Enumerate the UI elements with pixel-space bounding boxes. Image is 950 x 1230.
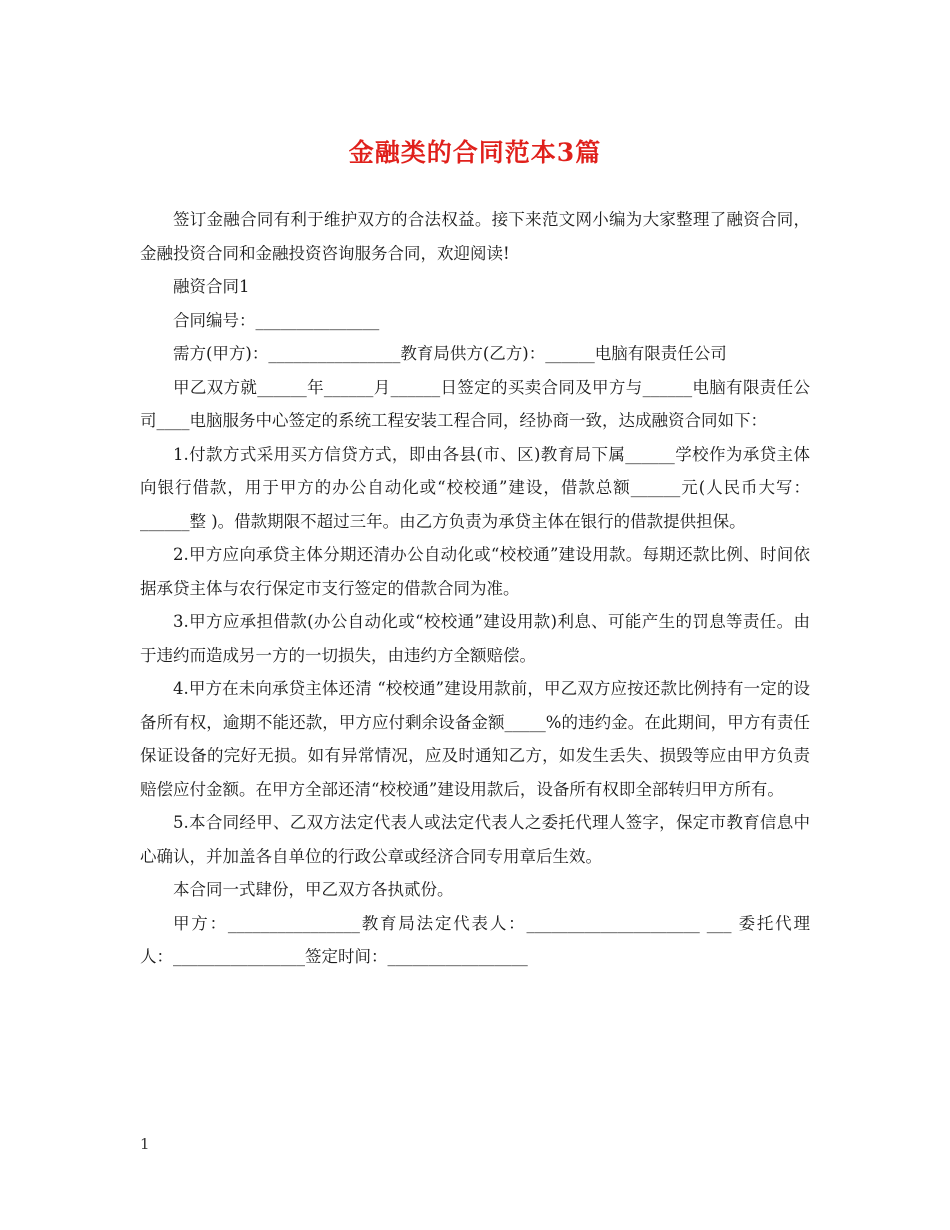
signature-block: 甲方：________________教育局法定代表人：_____________________ ___ 委托代理人：________________签定时间：_________________	[140, 913, 810, 966]
clause-1: 1.付款方式采用买方信贷方式，即由各县(市、区)教育局下属______学校作为承贷主体向银行借款，用于甲方的办公自动化或“校校通”建设，借款总额______元(人民币大写：______整 )。借款期限不超过三年。由乙方负责为承贷主体在银行的借款提供担保。	[140, 444, 810, 531]
document-body	[140, 203, 810, 974]
parties-line: 需方(甲方)：________________教育局供方(乙方)：______电脑有限责任公司	[173, 344, 727, 363]
clause-3: 3.甲方应承担借款(办公自动化或“校校通”建设用款)利息、可能产生的罚息等责任。由于违约而造成另一方的一切损失，由违约方全额赔偿。	[140, 612, 810, 665]
intro-paragraph: 签订金融合同有利于维护双方的合法权益。接下来范文网小编为大家整理了融资合同，金融投资合同和金融投资咨询服务合同，欢迎阅读!	[140, 210, 810, 263]
clause-4: 4.甲方在未向承贷主体还清 “校校通”建设用款前，甲乙双方应按还款比例持有一定的设备所有权，逾期不能还款，甲方应付剩余设备金额_____%的违约金。在此期间，甲方有责任保证设备的完好无损。如有异常情况，应及时通知乙方，如发生丢失、损毁等应由甲方负责赔偿应付金额。在甲方全部还清“校校通”建设用款后，设备所有权即全部转归甲方所有。	[140, 679, 810, 799]
clause-5: 5.本合同经甲、乙双方法定代表人或法定代表人之委托代理人签字，保定市教育信息中心确认，并加盖各自单位的行政公章或经济合同专用章后生效。	[140, 813, 810, 866]
section-heading: 融资合同1	[173, 277, 250, 296]
copies-line: 本合同一式肆份，甲乙双方各执贰份。	[173, 880, 454, 899]
document-title: 金融类的合同范本3篇	[348, 138, 602, 167]
page-number: 1	[140, 1135, 150, 1153]
preamble-paragraph: 甲乙双方就______年______月______日签定的买卖合同及甲方与______电脑有限责任公司____电脑服务中心签定的系统工程安装工程合同，经协商一致，达成融资合同如下：	[140, 377, 810, 430]
contract-number-line: 合同编号：_______________	[173, 310, 380, 330]
clause-2: 2.甲方应向承贷主体分期还清办公自动化或“校校通”建设用款。每期还款比例、时间依据承贷主体与农行保定市支行签定的借款合同为准。	[140, 545, 810, 598]
